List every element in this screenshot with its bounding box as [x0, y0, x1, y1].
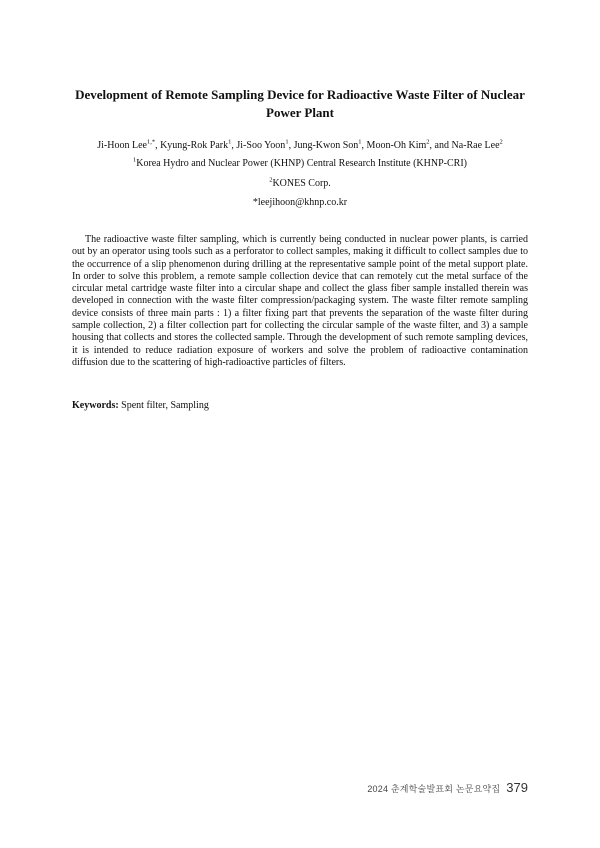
- affiliation-2: $^2$KONES Corp.: [269, 176, 331, 189]
- author: Ji-Soo Yoon$^1$: [236, 138, 289, 151]
- author: Jung-Kwon Son$^1$: [293, 138, 362, 151]
- author: Moon-Oh Kim$^2$: [366, 138, 430, 151]
- abstract-paragraph: The radioactive waste filter sampling, which is currently being conducted in nuclear power plants, is carried out by an operator using tools such as a perforator to collect samples, making it difficult to collect samples due to the occurrence of a slip phenomenon during drilling at the representative sample point of the metal support plate. In order to solve this problem, a remote sample collection device that can remotely cut the metal surface of the circular metal cartridge waste filter into a circular shape and collect the glass fiber sample installed therein was developed in connection with the waste filter compression/packaging system. The waste filter remote sampling device consists of three main parts : 1) a filter fixing part that prevents the separation of the waste filter during sample collection, 2) a filter collection part for collecting the circular sample of the waste filter, and 3) a sample housing that collects and stores the collected sample. Through the development of such remote sampling devices, it is intended to reduce radiation exposure of workers and solve the problem of radioactive contamination diffusion due to the scattering of high-radioactive particles of filters.: [72, 234, 528, 368]
- page-number: 379: [506, 780, 528, 795]
- author-list: Ji-Hoon Lee$^{1,*}$, Kyung-Rok Park$^1$, Ji-Soo Yoon$^1$, Jung-Kwon Son$^1$, Moon-Oh Kim$^2$, and Na-Rae Lee$^2$: [97, 138, 503, 151]
- author: Na-Rae Lee$^2$: [451, 138, 503, 151]
- keywords-label: Keywords:: [72, 400, 119, 411]
- proceedings-label: 2024 춘계학술발표회 논문요약집: [367, 784, 501, 794]
- author: Kyung-Rok Park$^1$: [160, 138, 232, 151]
- affiliation-1: $^1$Korea Hydro and Nuclear Power (KHNP) Central Research Institute (KHNP-CRI): [133, 156, 467, 169]
- keywords-line: [72, 399, 528, 412]
- paper-title: Development of Remote Sampling Device for Radioactive Waste Filter of Nuclear Power Plant: [75, 87, 525, 120]
- page-footer: [367, 780, 528, 795]
- keywords-text: Spent filter, Sampling: [121, 400, 209, 411]
- author: Ji-Hoon Lee$^{1,*}$: [97, 138, 156, 151]
- corresponding-email: *leejihoon@khnp.co.kr: [252, 197, 348, 208]
